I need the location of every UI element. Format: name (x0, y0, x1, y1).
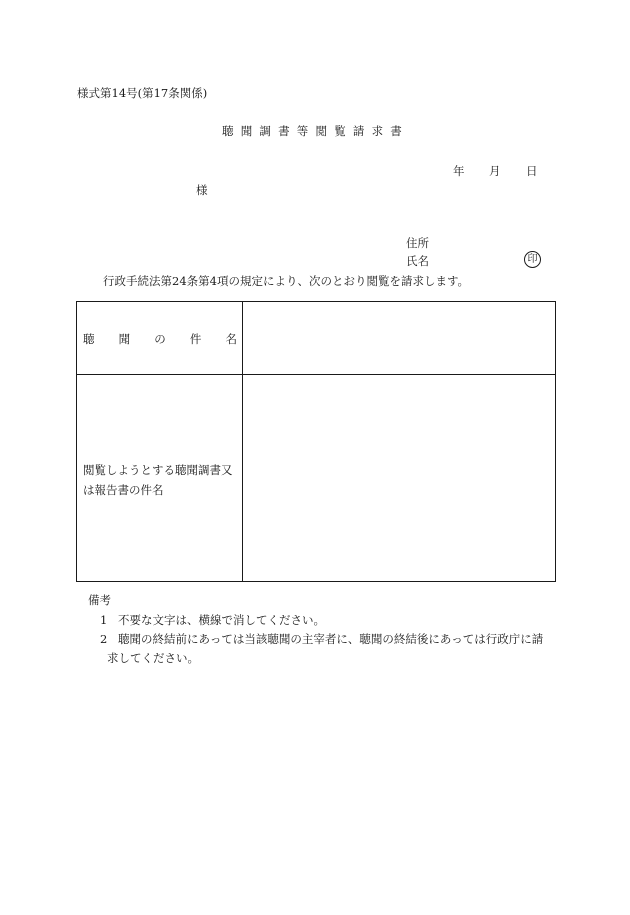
intro-statement: 行政手続法第24条第4項の規定により、次のとおり閲覧を請求します。 (103, 274, 470, 288)
table-row-divider (77, 374, 555, 375)
remarks-heading: 備考 (88, 593, 111, 607)
applicant-name-label: 氏名 (406, 254, 429, 268)
note-text-continuation: 求してください。 (107, 651, 199, 665)
label-char: の (154, 332, 166, 346)
seal-mark-icon: 印 (524, 251, 541, 268)
label-char: 件 (189, 332, 202, 346)
date-month-label: 月 (489, 164, 501, 178)
addressee-suffix: 様 (196, 183, 208, 197)
note-text: 不要な文字は、横線で消してください。 (118, 613, 325, 627)
note-text: 聴聞の終結前にあっては当該聴聞の主宰者に、聴聞の終結後にあっては行政庁に請 (118, 632, 544, 646)
label-char: 名 (225, 332, 237, 346)
request-table (76, 301, 556, 582)
document-title-label: 閲覧しようとする聴聞調書又は報告書の件名 (83, 463, 233, 497)
table-column-divider (242, 302, 243, 581)
label-char: 聴 (83, 332, 95, 346)
date-day-label: 日 (526, 164, 538, 178)
hearing-title-label (83, 332, 237, 346)
note-number: 1 (100, 613, 108, 627)
label-char: 聞 (118, 332, 131, 346)
document-title: 聴聞調書等閲覧請求書 (222, 124, 409, 138)
note-number: 2 (100, 632, 108, 646)
applicant-address-label: 住所 (406, 236, 429, 250)
date-year-label: 年 (453, 164, 465, 178)
form-number: 様式第14号(第17条関係) (77, 86, 208, 100)
